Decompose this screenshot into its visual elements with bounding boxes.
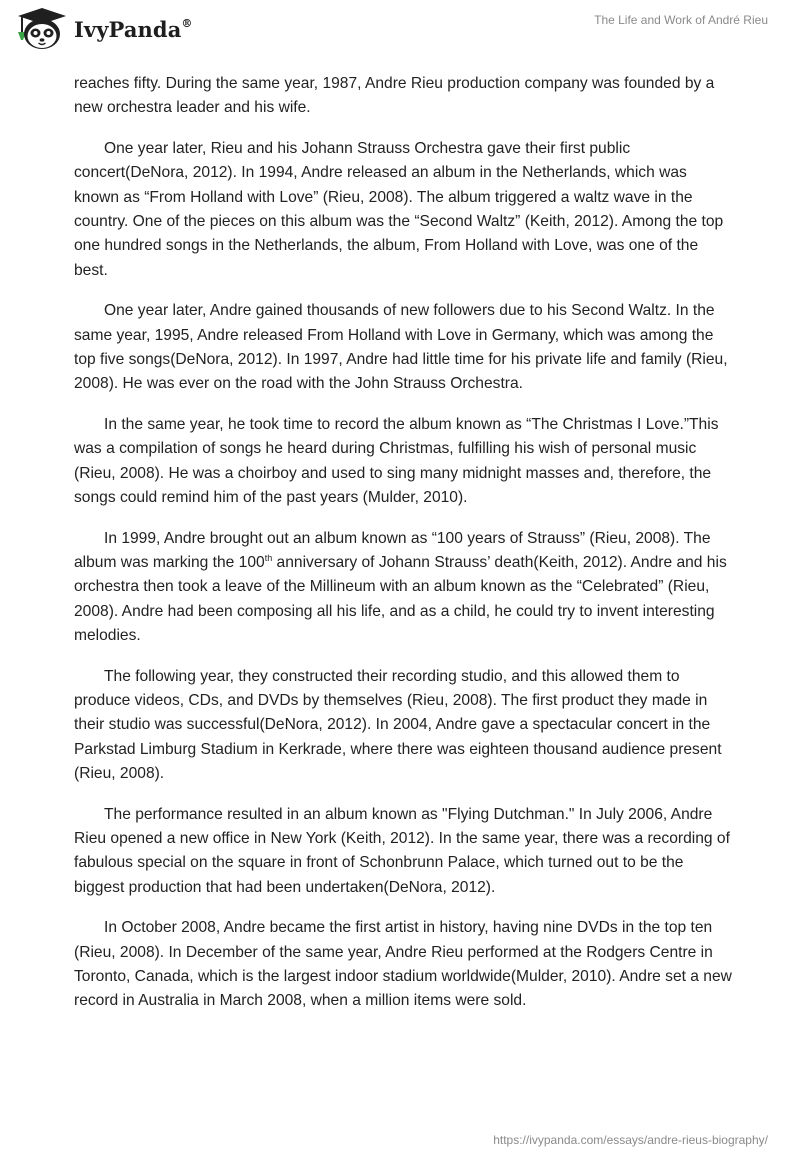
paragraph: In October 2008, Andre became the first artist in history, having nine DVDs in the top ten (Rieu, 2008). In December of the same year, Andre Rieu performed at the Rodgers Centre in Toronto, Canada, which is the largest indoor stadium worldwide(Mulder, 2010). Andre set a new record in Australia in March 2008, when a million items were sold. [74,919,732,1010]
document-title: The Life and Work of André Rieu [594,13,768,27]
source-url[interactable]: https://ivypanda.com/essays/andre-rieus-biography/ [493,1133,768,1147]
paragraph: reaches fifty. During the same year, 1987, Andre Rieu production company was founded by a new orchestra leader and his wife. [74,75,715,117]
essay-body [74,72,734,1030]
paragraph: One year later, Rieu and his Johann Strauss Orchestra gave their first public concert(DeNora, 2012). In 1994, Andre released an album in the Netherlands, which was known as “From Holland with Love” (Rieu, 2008). The album triggered a waltz wave in the country. One of the pieces on this album was the “Second Waltz” (Keith, 2012). Among the top one hundred songs in the Netherlands, the album, From Holland with Love, was one of the best. [74,139,724,279]
brand-logo[interactable] [14,6,193,52]
paragraph: In the same year, he took time to record the album known as “The Christmas I Love.”This was a compilation of songs he heard during Christmas, fulfilling his wish of personal music (Rieu, 2008). He was a choirboy and used to sing many midnight masses and, therefore, the songs could remind him of the past years (Mulder, 2010). [74,415,719,507]
panda-logo-icon [14,6,70,52]
brand-name: IvyPanda® [74,16,193,42]
paragraph: The following year, they constructed their recording studio, and this allowed them to produce videos, CDs, and DVDs by themselves (Rieu, 2008). The first product they made in their studio was successful(DeNora, 2012). In 2004, Andre gave a spectacular concert in the Parkstad Limburg Stadium in Kerkrade, where there was eighteen thousand audience present (Rieu, 2008). [74,667,722,783]
paragraph: In 1999, Andre brought out an album known as “100 years of Strauss” (Rieu, 2008). The album was marking the 100th anniversary of Johann Strauss’ death(Keith, 2012). Andre and his orchestra then took a leave of the Millineum with an album known as the “Celebrated” (Rieu, 2008). Andre had been composing all his life, and as a child, he could try to invent interesting melodies. [74,529,727,645]
page-header [0,0,800,64]
paragraph: One year later, Andre gained thousands of new followers due to his Second Waltz. In the same year, 1995, Andre released From Holland with Love in Germany, which was among the top five songs(DeNora, 2012). In 1997, Andre had little time for his private life and family (Rieu, 2008). He was ever on the road with the John Strauss Orchestra. [74,302,728,393]
paragraph: The performance resulted in an album known as "Flying Dutchman." In July 2006, Andre Rieu opened a new office in New York (Keith, 2012). In the same year, there was a recording of fabulous special on the square in front of Schonbrunn Palace, which turned out to be the biggest production that had been undertaken(DeNora, 2012). [74,805,730,896]
